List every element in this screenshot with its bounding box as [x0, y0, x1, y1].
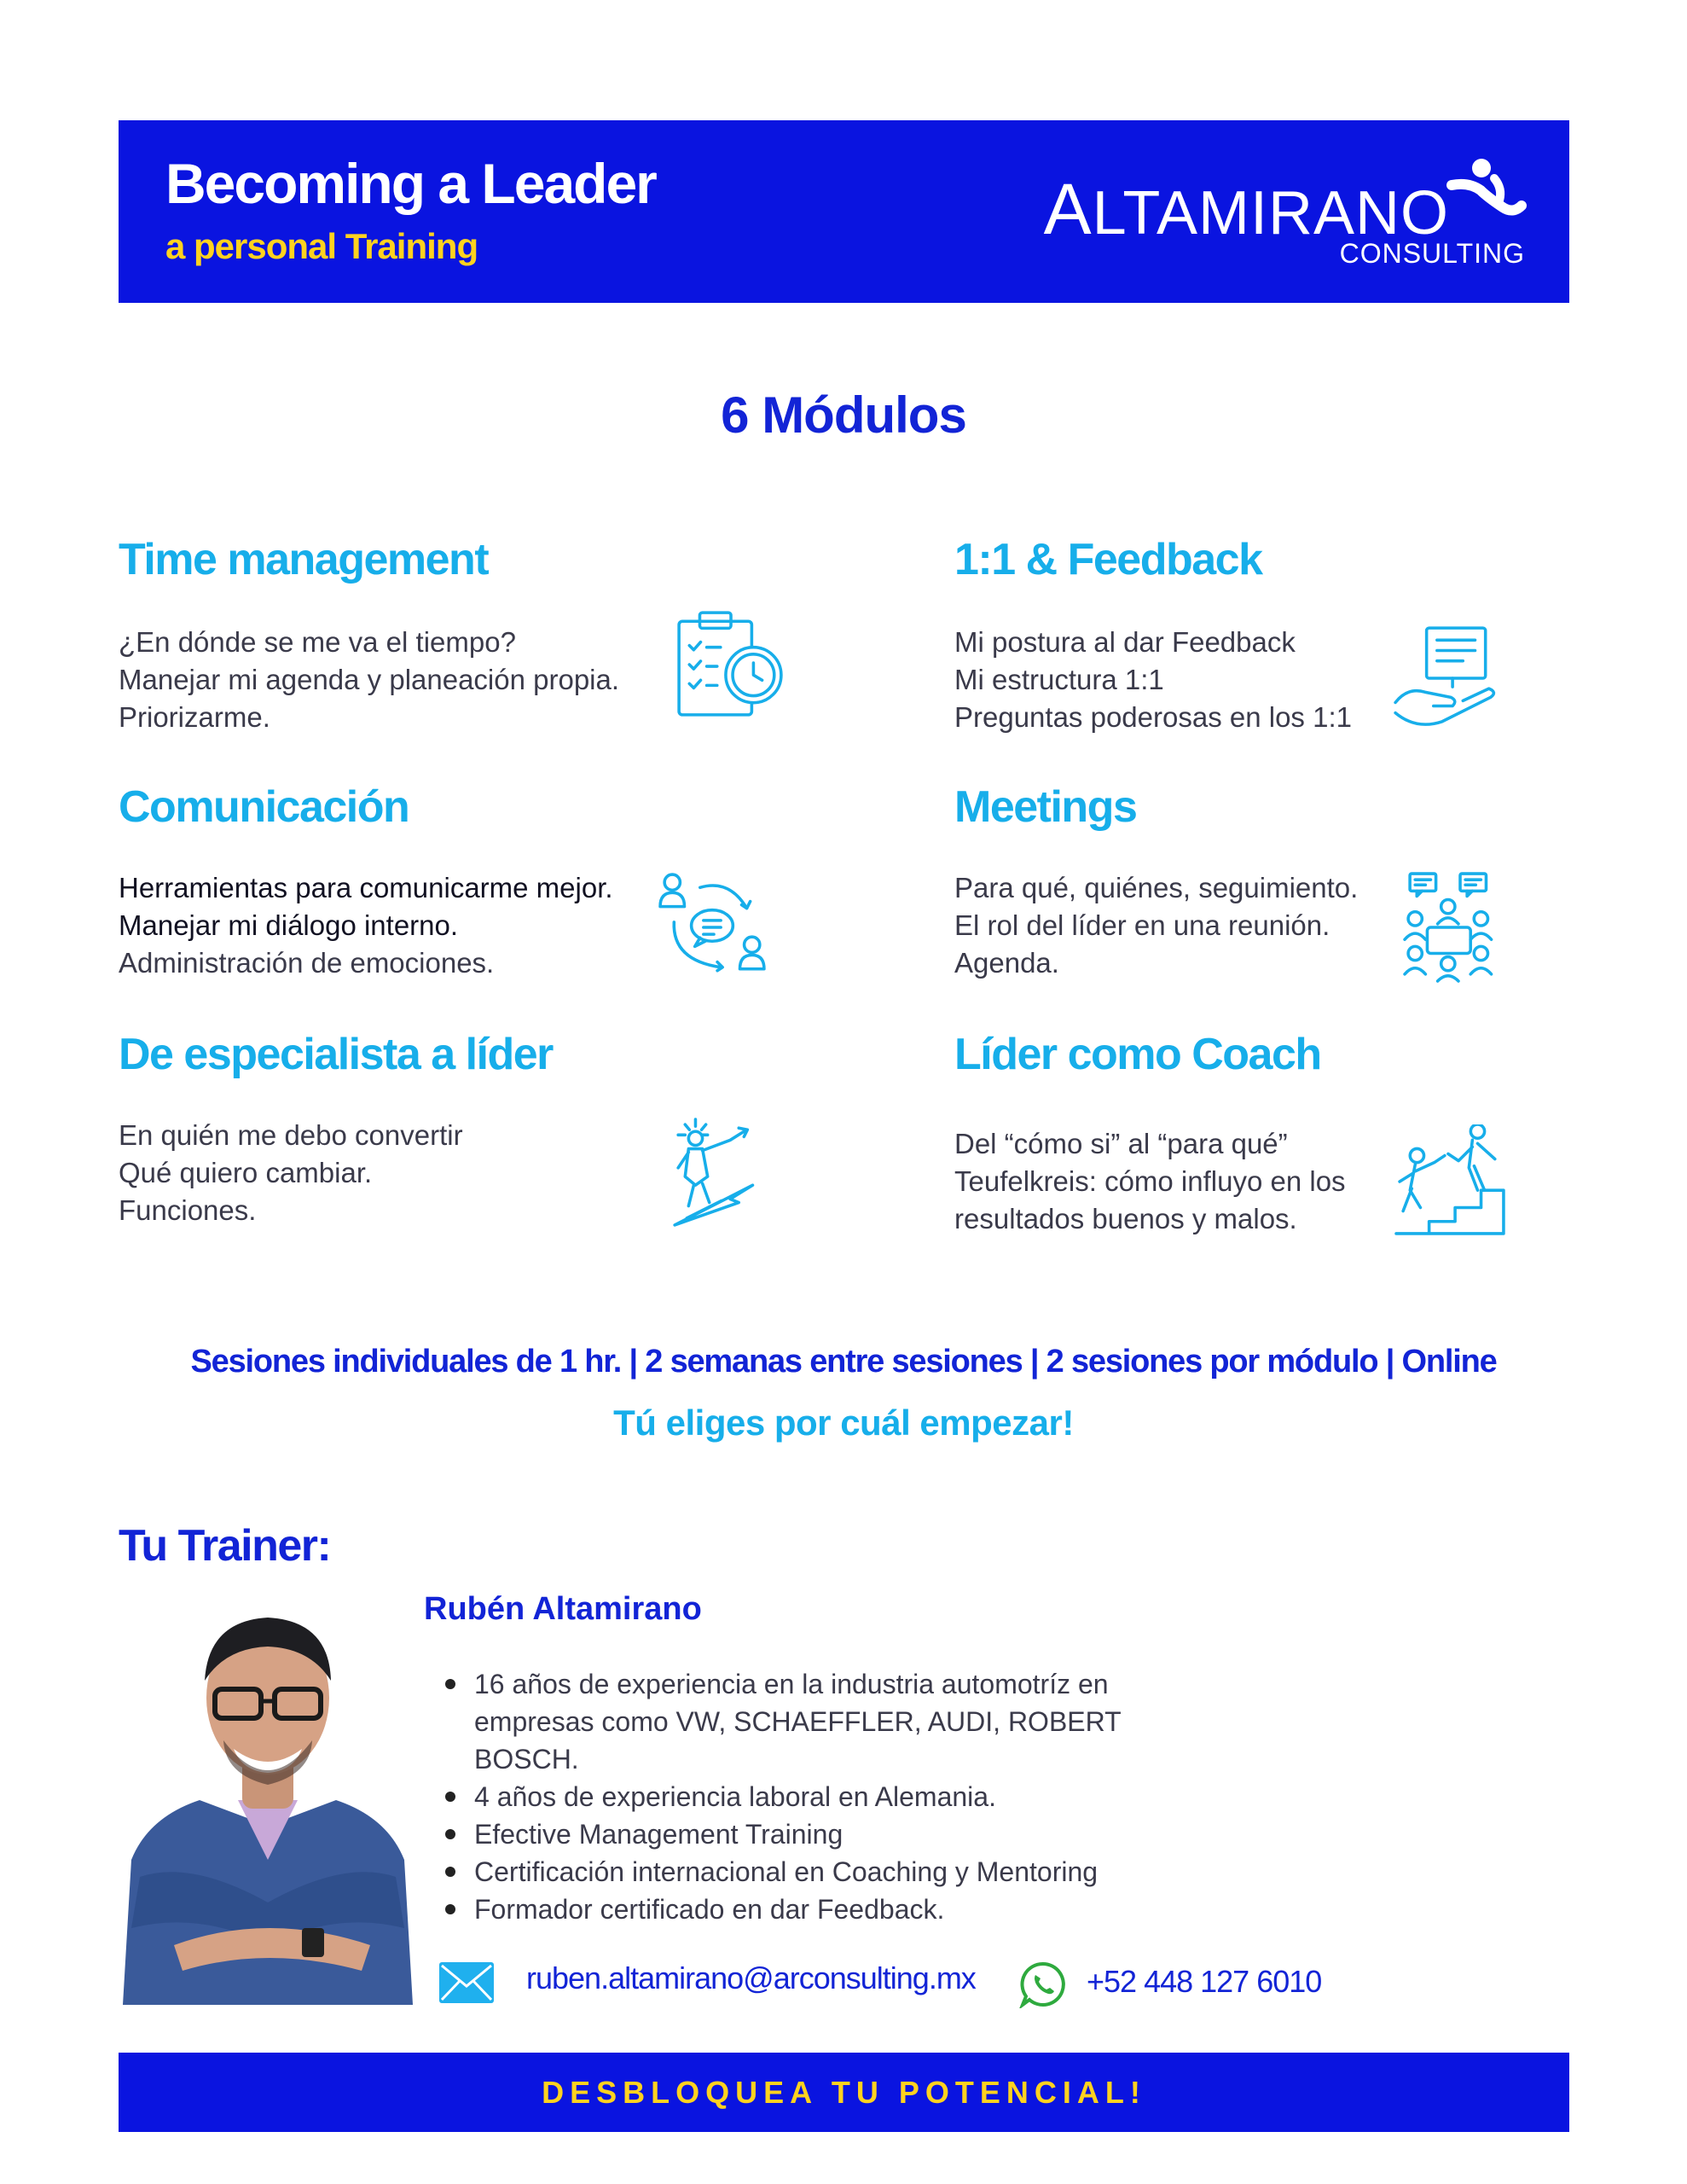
list-item: 16 años de experiencia en la industria automotríz en empresas como VW, SCHAEFFLER, AUDI, ROBERT BOSCH.	[443, 1665, 1122, 1778]
module-text-feedback: Mi postura al dar Feedback Mi estructura 1:1 Preguntas poderosas en los 1:1	[954, 626, 1352, 733]
logo-mark-icon	[1443, 156, 1528, 224]
footer-slogan: DESBLOQUEA TU POTENCIAL!	[542, 2075, 1146, 2110]
list-item: Formador certificado en dar Feedback.	[443, 1891, 1122, 1928]
trainer-heading: Tu Trainer:	[119, 1521, 331, 1571]
email-link[interactable]: ruben.altamirano@arconsulting.mx	[526, 1960, 976, 1995]
list-item: Certificación internacional en Coaching y Mentoring	[443, 1853, 1122, 1891]
module-text-comunicacion: Herramientas para comunicarme mejor. Manejar mi diálogo interno. Administración de emociones.	[119, 872, 613, 979]
trainer-photo	[123, 1604, 413, 2005]
call-to-action: Tú eliges por cuál empezar!	[613, 1403, 1074, 1443]
leader-pointing-icon	[670, 1116, 782, 1228]
clipboard-clock-icon	[674, 607, 786, 720]
phone-link[interactable]: +52 448 127 6010	[1087, 1964, 1322, 1999]
module-text-especialista-lider: En quién me debo convertir Qué quiero cambiar. Funciones.	[119, 1119, 463, 1226]
module-title-especialista-lider: De especialista a líder	[119, 1030, 553, 1079]
module-title-comunicacion: Comunicación	[119, 782, 409, 832]
whatsapp-icon	[1019, 1960, 1067, 2008]
modules-heading: 6 Módulos	[721, 386, 966, 444]
hand-document-icon	[1390, 623, 1503, 735]
module-title-meetings: Meetings	[954, 782, 1137, 832]
conversation-cycle-icon	[657, 870, 769, 983]
session-summary: Sesiones individuales de 1 hr. | 2 semanas entre sesiones | 2 sesiones por módulo | Online	[190, 1344, 1497, 1380]
footer-banner	[119, 2053, 1569, 2132]
module-text-lider-coach: Del “cómo si” al “para qué” Teufelkreis: cómo influyo en los resultados buenos y malos.	[954, 1128, 1346, 1234]
helping-hand-stairs-icon	[1394, 1124, 1507, 1237]
logo-subtitle: CONSULTING	[1339, 238, 1525, 269]
module-title-time-management: Time management	[119, 535, 489, 584]
envelope-icon	[439, 1962, 494, 2003]
list-item: 4 años de experiencia laboral en Alemania.	[443, 1778, 1122, 1815]
meeting-table-icon	[1403, 870, 1516, 983]
page-title: Becoming a Leader	[165, 152, 656, 215]
list-item: Efective Management Training	[443, 1815, 1122, 1853]
trainer-bullet-list	[443, 1665, 1122, 1928]
page-subtitle: a personal Training	[165, 226, 478, 266]
module-text-meetings: Para qué, quiénes, seguimiento. El rol del líder en una reunión. Agenda.	[954, 872, 1359, 979]
trainer-name: Rubén Altamirano	[424, 1591, 702, 1627]
header-banner	[119, 120, 1569, 303]
module-text-time-management: ¿En dónde se me va el tiempo? Manejar mi agenda y planeación propia. Priorizarme.	[119, 626, 620, 733]
logo-wordmark: ALTAMIRANO	[1043, 169, 1449, 249]
module-title-lider-coach: Líder como Coach	[954, 1030, 1321, 1079]
module-title-feedback: 1:1 & Feedback	[954, 535, 1262, 584]
